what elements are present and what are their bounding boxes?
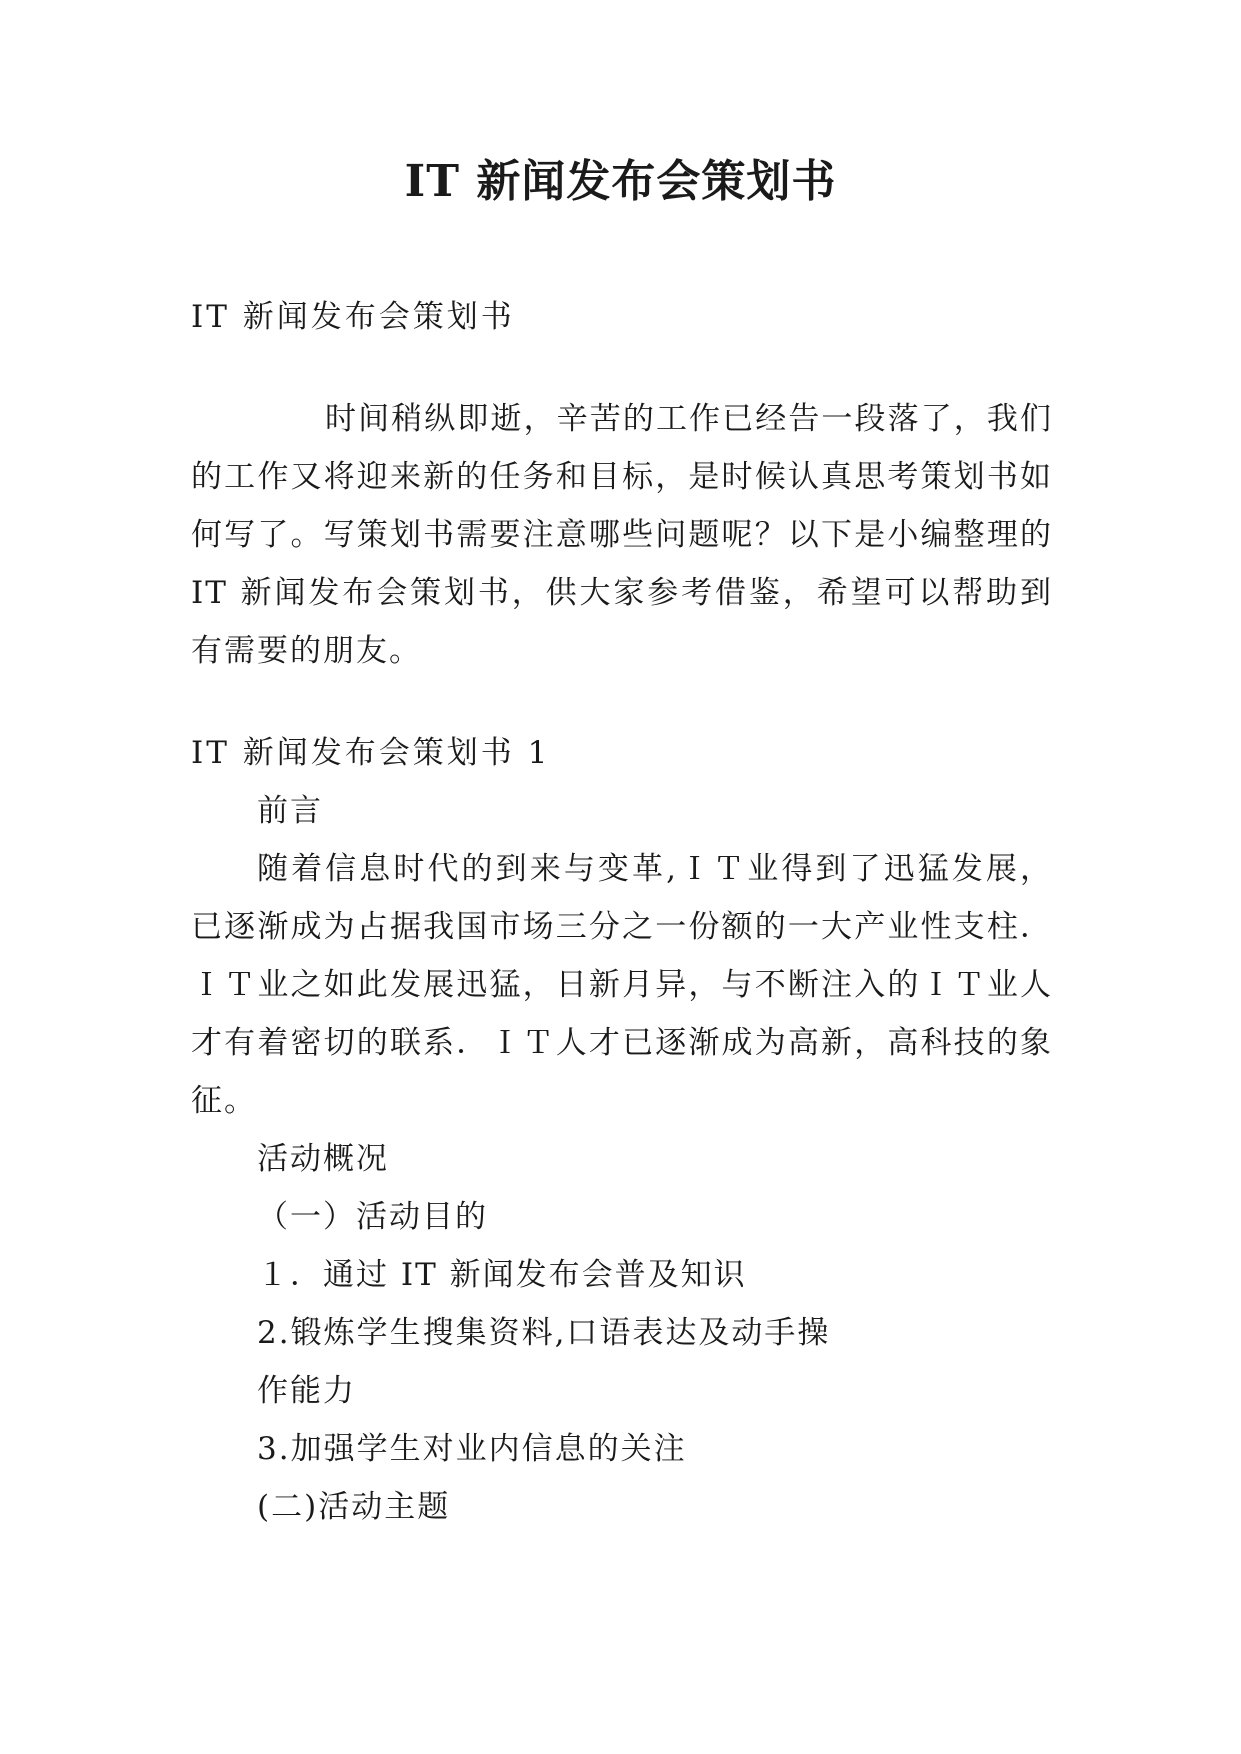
purpose-heading: （一）活动目的: [257, 1199, 488, 1235]
document-body: [191, 288, 1053, 1536]
purpose-item-2-line-2: 作能力: [257, 1373, 356, 1409]
preface-heading: 前言: [257, 793, 323, 829]
document-title: IT 新闻发布会策划书: [404, 156, 837, 207]
preface-paragraph: 随着信息时代的到来与变革,ＩＴ业得到了迅猛发展，已逐渐成为占据我国市场三分之一份额的一大产业性支柱．ＩＴ业之如此发展迅猛，日新月异，与不断注入的ＩＴ业人才有着密切的联系．ＩＴ人才已逐渐成为高新，高科技的象征。: [191, 851, 1053, 1119]
document-subtitle: IT 新闻发布会策划书: [191, 299, 515, 335]
intro-paragraph: 时间稍纵即逝，辛苦的工作已经告一段落了，我们的工作又将迎来新的任务和目标，是时候认真思考策划书如何写了。写策划书需要注意哪些问题呢？以下是小编整理的IT 新闻发布会策划书，供大家参考借鉴，希望可以帮助到有需要的朋友。: [191, 401, 1053, 669]
purpose-item-1: １．通过 IT 新闻发布会普及知识: [257, 1257, 747, 1293]
section-heading: IT 新闻发布会策划书 1: [191, 735, 551, 771]
theme-heading: (二)活动主题: [257, 1489, 451, 1525]
purpose-item-3: 3.加强学生对业内信息的关注: [257, 1431, 687, 1467]
overview-heading: 活动概况: [257, 1141, 389, 1177]
purpose-item-2-line-1: 2.锻炼学生搜集资料,口语表达及动手操: [257, 1315, 831, 1351]
